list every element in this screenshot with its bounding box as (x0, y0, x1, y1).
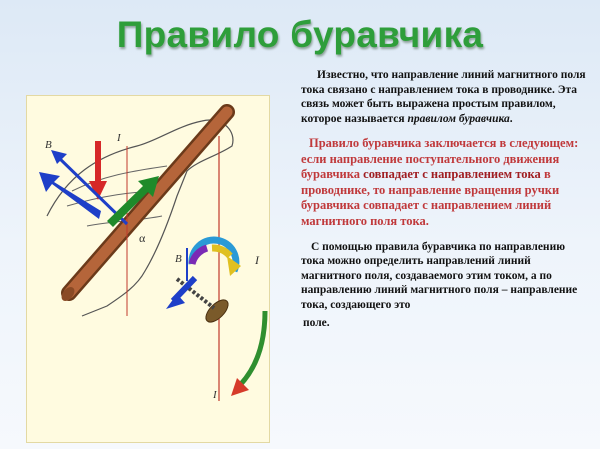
slide-title: Правило буравчика (116, 14, 484, 55)
field-arrow-big-icon (39, 172, 101, 219)
gimlet-rule-illustration (26, 95, 270, 443)
paragraph-rule-part2: в проводнике, то направление вращения ручки буравчика совпадает с направлением линий магнитного поля тока. (301, 167, 560, 228)
paragraph-intro (301, 68, 591, 126)
paragraph-application-last-word: поле. (303, 317, 330, 330)
paragraph-intro-end: . (509, 112, 513, 125)
current-label-top: I (117, 132, 121, 144)
rotation-label: I (255, 253, 259, 267)
gimlet-icon (177, 240, 265, 396)
paragraph-application (301, 240, 591, 313)
angle-label: α (139, 231, 146, 245)
explanation-text (301, 68, 591, 331)
paragraph-rule-part1: Правило буравчика заключается в следующем: если направление поступательного движения буравчика (301, 136, 579, 182)
current-label-bottom: I (213, 389, 217, 401)
paragraph-rule (301, 136, 591, 230)
paragraph-intro-text: Известно, что направление линий магнитного поля тока связано с направлением тока в проводнике. Эта связь может быть выражена простым правилом, которое называется (301, 69, 586, 125)
field-label-left: B (45, 139, 52, 151)
paragraph-application-text: С помощью правила буравчика по направлению тока можно определить направлений линий магнитного поля, создаваемого этим током, а по направлению линий магнитного поля – направление тока, создающего это (301, 240, 578, 311)
field-label-right: B (175, 253, 182, 265)
paragraph-application-last (303, 316, 591, 331)
paragraph-rule-highlight: совпадает с направлением тока (363, 167, 541, 182)
term-gimlet-rule: правилом буравчика (407, 112, 510, 125)
illustration-svg (27, 96, 269, 442)
